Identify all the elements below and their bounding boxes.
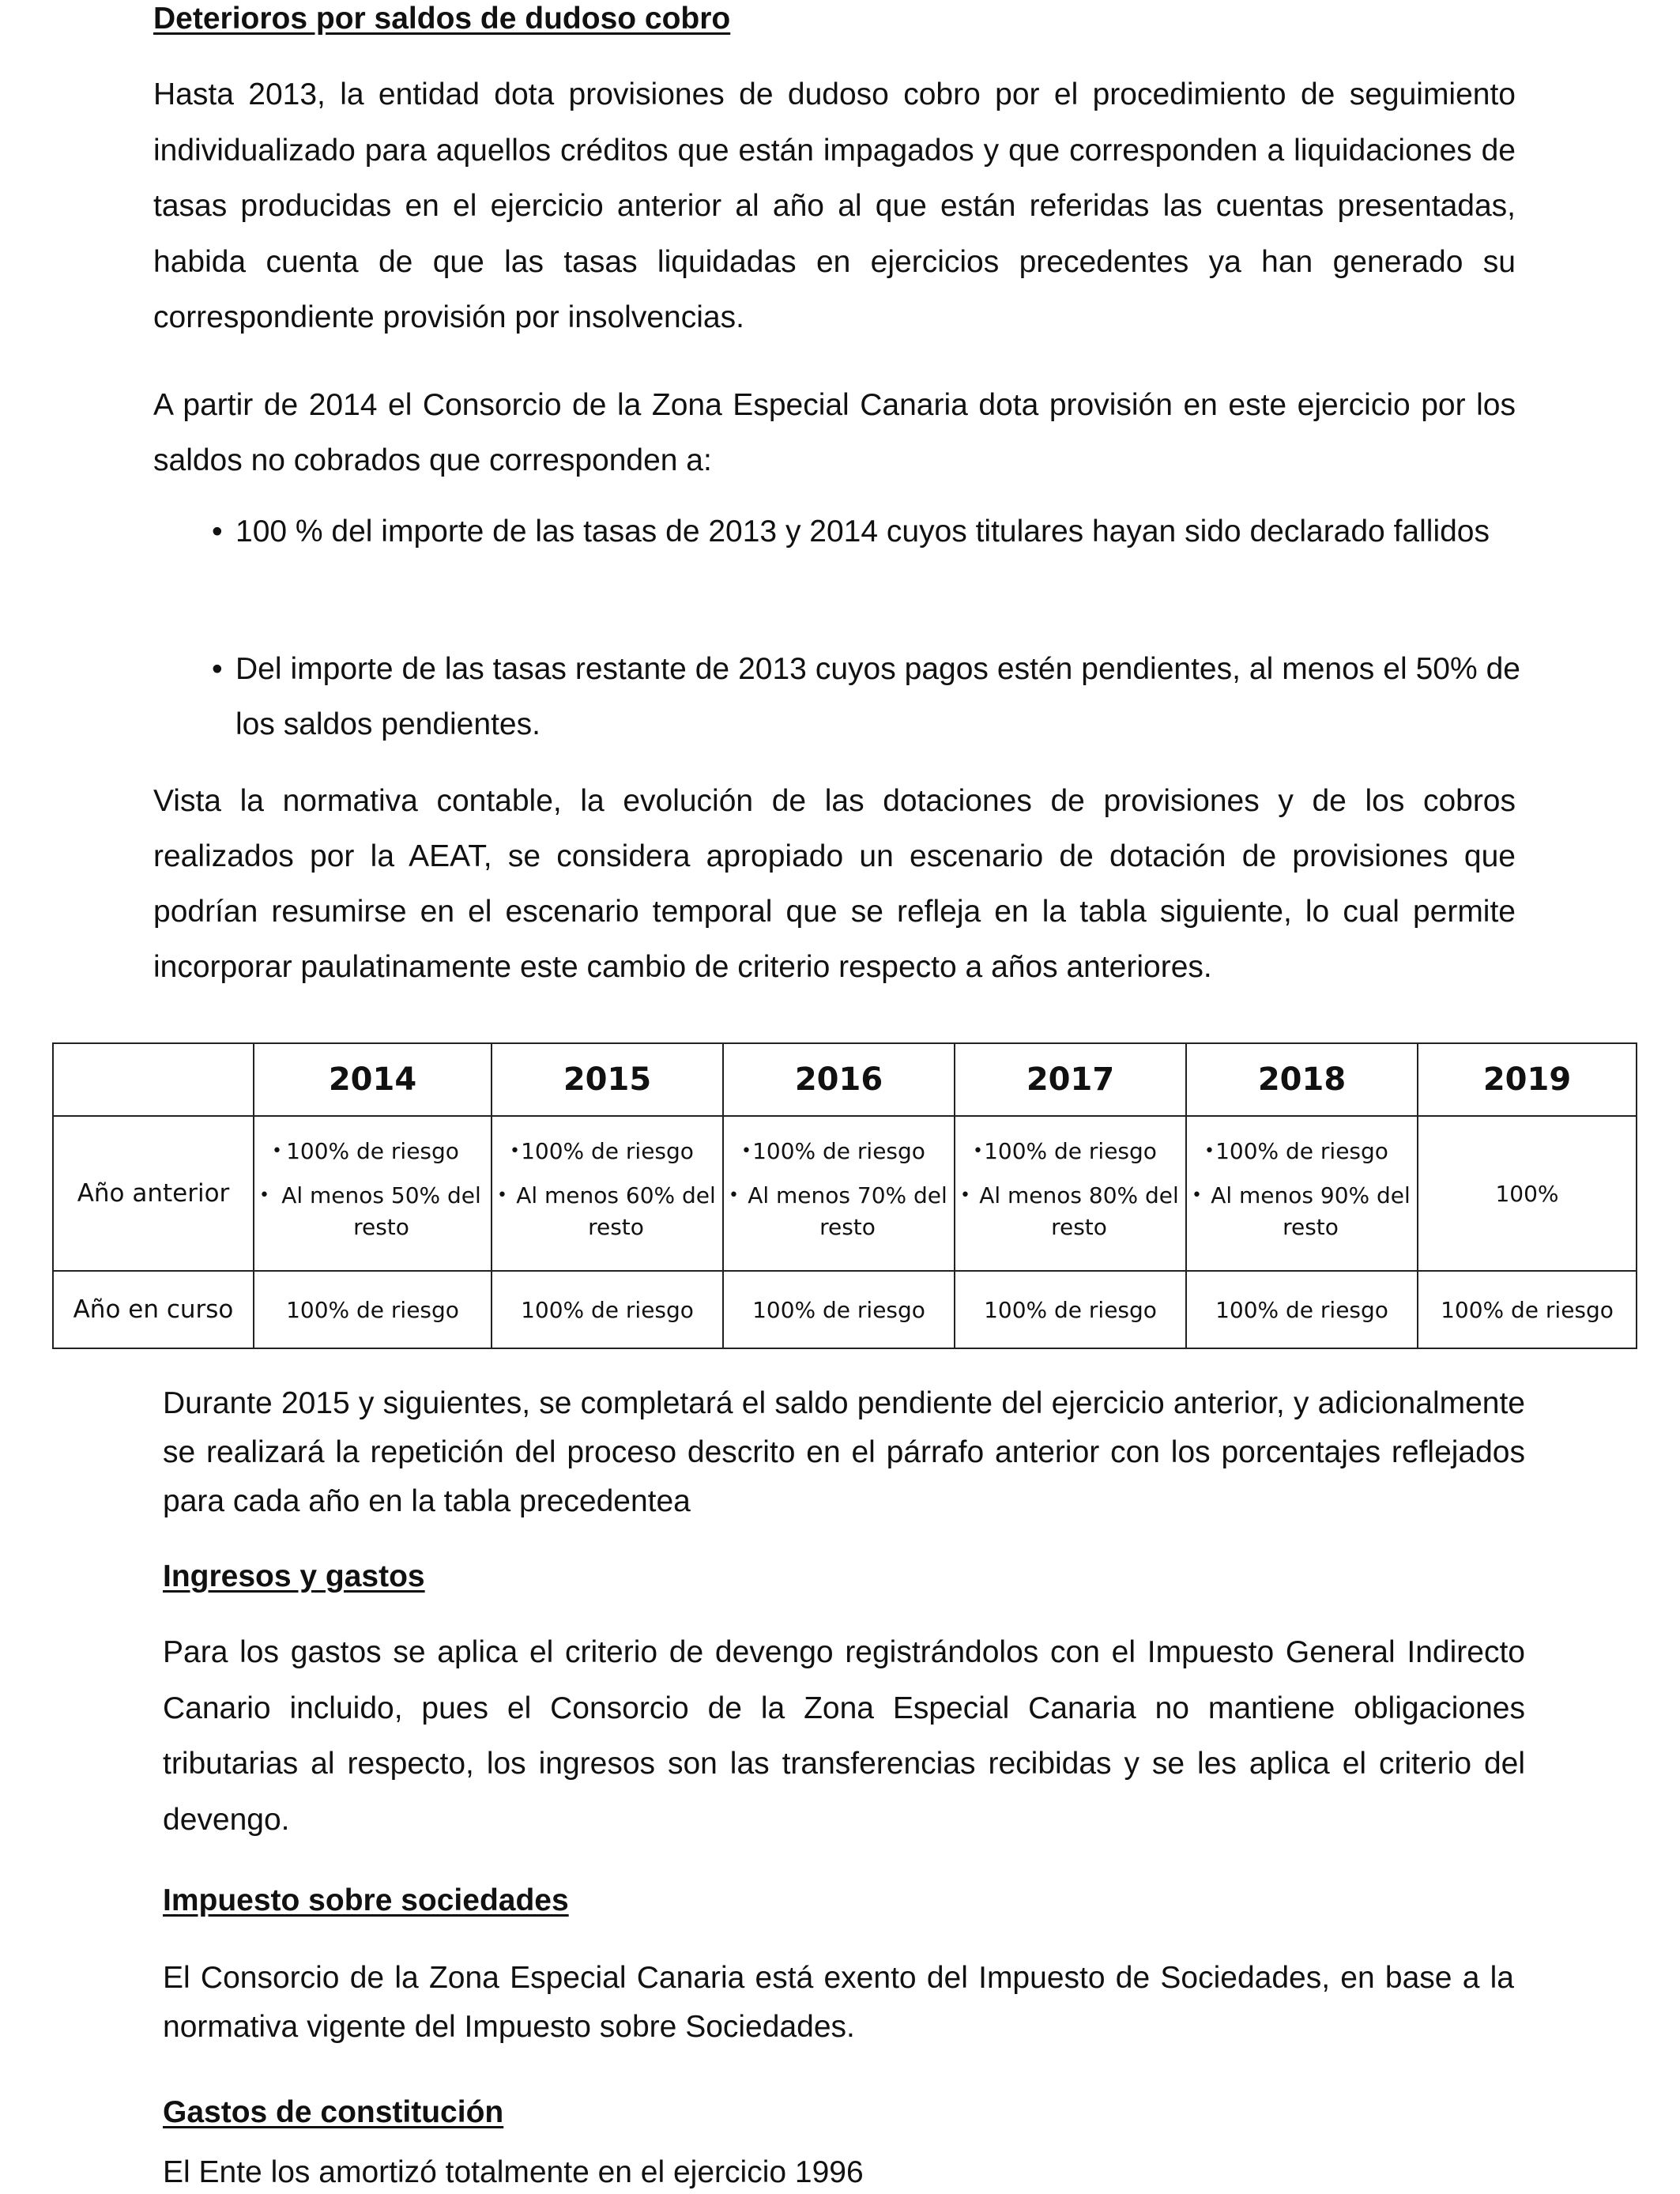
list-item [955,1180,1185,1243]
row-header-current-year: Año en curso [53,1271,254,1348]
table-header-row [53,1043,1637,1116]
list-item-text: Del importe de las tasas restante de 2013 cuyos pagos estén pendientes, al menos el 50% de los saldos pendientes. [235,652,1520,741]
cell-text: 100% de riesgo [1215,1138,1388,1164]
paragraph-income-expenses: Para los gastos se aplica el criterio de devengo registrándolos con el Impuesto General Indirecto Canario incluido, pues el Consorcio de la Zona Especial Canaria no mantiene obligaciones tributarias al respecto, los ingresos son las transferencias recibidas y se les aplica el criterio del devengo. [163,1635,1525,1837]
bullet-icon: • [212,652,223,686]
table-cell [723,1116,955,1271]
bullet-icon: • [741,1141,751,1161]
cell-text: 100% de riesgo [752,1138,925,1164]
column-header-year: 2017 [955,1043,1186,1116]
list-item [724,1180,954,1243]
column-header-year: 2018 [1186,1043,1418,1116]
paragraph-corporate-tax: El Consorcio de la Zona Especial Canaria está exento del Impuesto de Sociedades, en base a la normativa vigente del Impuesto sobre Sociedades. [163,1961,1514,2044]
paragraph-from-2014: A partir de 2014 el Consorcio de la Zona Especial Canaria dota provisión en este ejercicio por los saldos no cobrados que corresponden a: [153,388,1516,477]
column-header-year: 2016 [723,1043,955,1116]
list-item [254,1180,491,1243]
list-item [1187,1180,1417,1243]
list-item [212,642,1520,752]
table-cell [1186,1116,1418,1271]
table-row [53,1116,1637,1271]
list-item [1187,1136,1417,1167]
provision-schedule-table [52,1042,1637,1349]
table-cell: 100% de riesgo [955,1271,1186,1348]
bullet-icon: • [497,1186,507,1205]
table-cell: 100% de riesgo [492,1271,723,1348]
table-cell [492,1116,723,1271]
bullet-icon: • [960,1186,970,1205]
list-item [492,1180,722,1243]
table-row [53,1271,1637,1348]
bullet-icon: • [510,1141,520,1161]
cell-text: Al menos 60% del resto [516,1182,716,1240]
cell-text: Al menos 90% del resto [1211,1182,1411,1240]
bullet-icon: • [272,1141,282,1161]
bullet-icon: • [1192,1186,1202,1205]
cell-text: Al menos 80% del resto [979,1182,1179,1240]
paragraph-subsequent-years: Durante 2015 y siguientes, se completará el saldo pendiente del ejercicio anterior, y adicionalmente se realizará la repetición del proceso descrito en el párrafo anterior con los porcentajes reflejados para cada año en la tabla precedentea [163,1386,1525,1518]
cell-text: 100% de riesgo [286,1138,459,1164]
list-item [955,1136,1185,1167]
row-header-previous-year: Año anterior [53,1116,254,1271]
cell-text: 100% de riesgo [521,1138,694,1164]
table-cell [254,1116,492,1271]
cell-text: Al menos 50% del resto [281,1182,481,1240]
paragraph-formation-costs: El Ente los amortizó totalmente en el ejercicio 1996 [163,2155,864,2189]
bullet-icon: • [259,1186,269,1205]
list-item [724,1136,954,1167]
section-heading-corporate-tax: Impuesto sobre sociedades [163,1883,569,1917]
column-header-year: 2015 [492,1043,723,1116]
column-header-year: 2019 [1418,1043,1637,1116]
section-heading-formation-costs: Gastos de constitución [163,2095,504,2129]
list-item-text: 100 % del importe de las tasas de 2013 y 2014 cuyos titulares hayan sido declarado fallidos [235,515,1490,548]
column-header-year: 2014 [254,1043,492,1116]
cell-text: 100% de riesgo [984,1138,1157,1164]
bullet-icon: • [212,515,223,548]
table-cell: 100% de riesgo [1418,1271,1637,1348]
section-heading-income-expenses: Ingresos y gastos [163,1559,425,1593]
list-item [254,1136,491,1167]
paragraph-scenario: Vista la normativa contable, la evolución de las dotaciones de provisiones y de los cobros realizados por la AEAT, se considera apropiado un escenario de dotación de provisiones que podrían resumirse en el escenario temporal que se refleja en la tabla siguiente, lo cual permite incorporar paulatinamente este cambio de criterio respecto a años anteriores. [153,784,1516,984]
list-item [492,1136,722,1167]
table-corner-cell [53,1043,254,1116]
bullet-icon: • [729,1186,739,1205]
table-cell: 100% de riesgo [723,1271,955,1348]
section-heading-doubtful-debts: Deterioros por saldos de dudoso cobro [153,2,731,36]
table-cell [955,1116,1186,1271]
cell-text: Al menos 70% del resto [748,1182,947,1240]
table-cell: 100% [1418,1116,1637,1271]
list-item [212,504,1520,560]
table-cell: 100% de riesgo [254,1271,492,1348]
paragraph-doubtful-intro: Hasta 2013, la entidad dota provisiones de dudoso cobro por el procedimiento de seguimiento individualizado para aquellos créditos que están impagados y que corresponden a liquidaciones de tasas producidas en el ejercicio anterior al año al que están referidas las cuentas presentadas, habida cuenta de que las tasas liquidadas en ejercicios precedentes ya han generado su correspondiente provisión por insolvencias. [153,77,1516,334]
table-cell: 100% de riesgo [1186,1271,1418,1348]
bullet-icon: • [973,1141,983,1161]
bullet-icon: • [1204,1141,1215,1161]
